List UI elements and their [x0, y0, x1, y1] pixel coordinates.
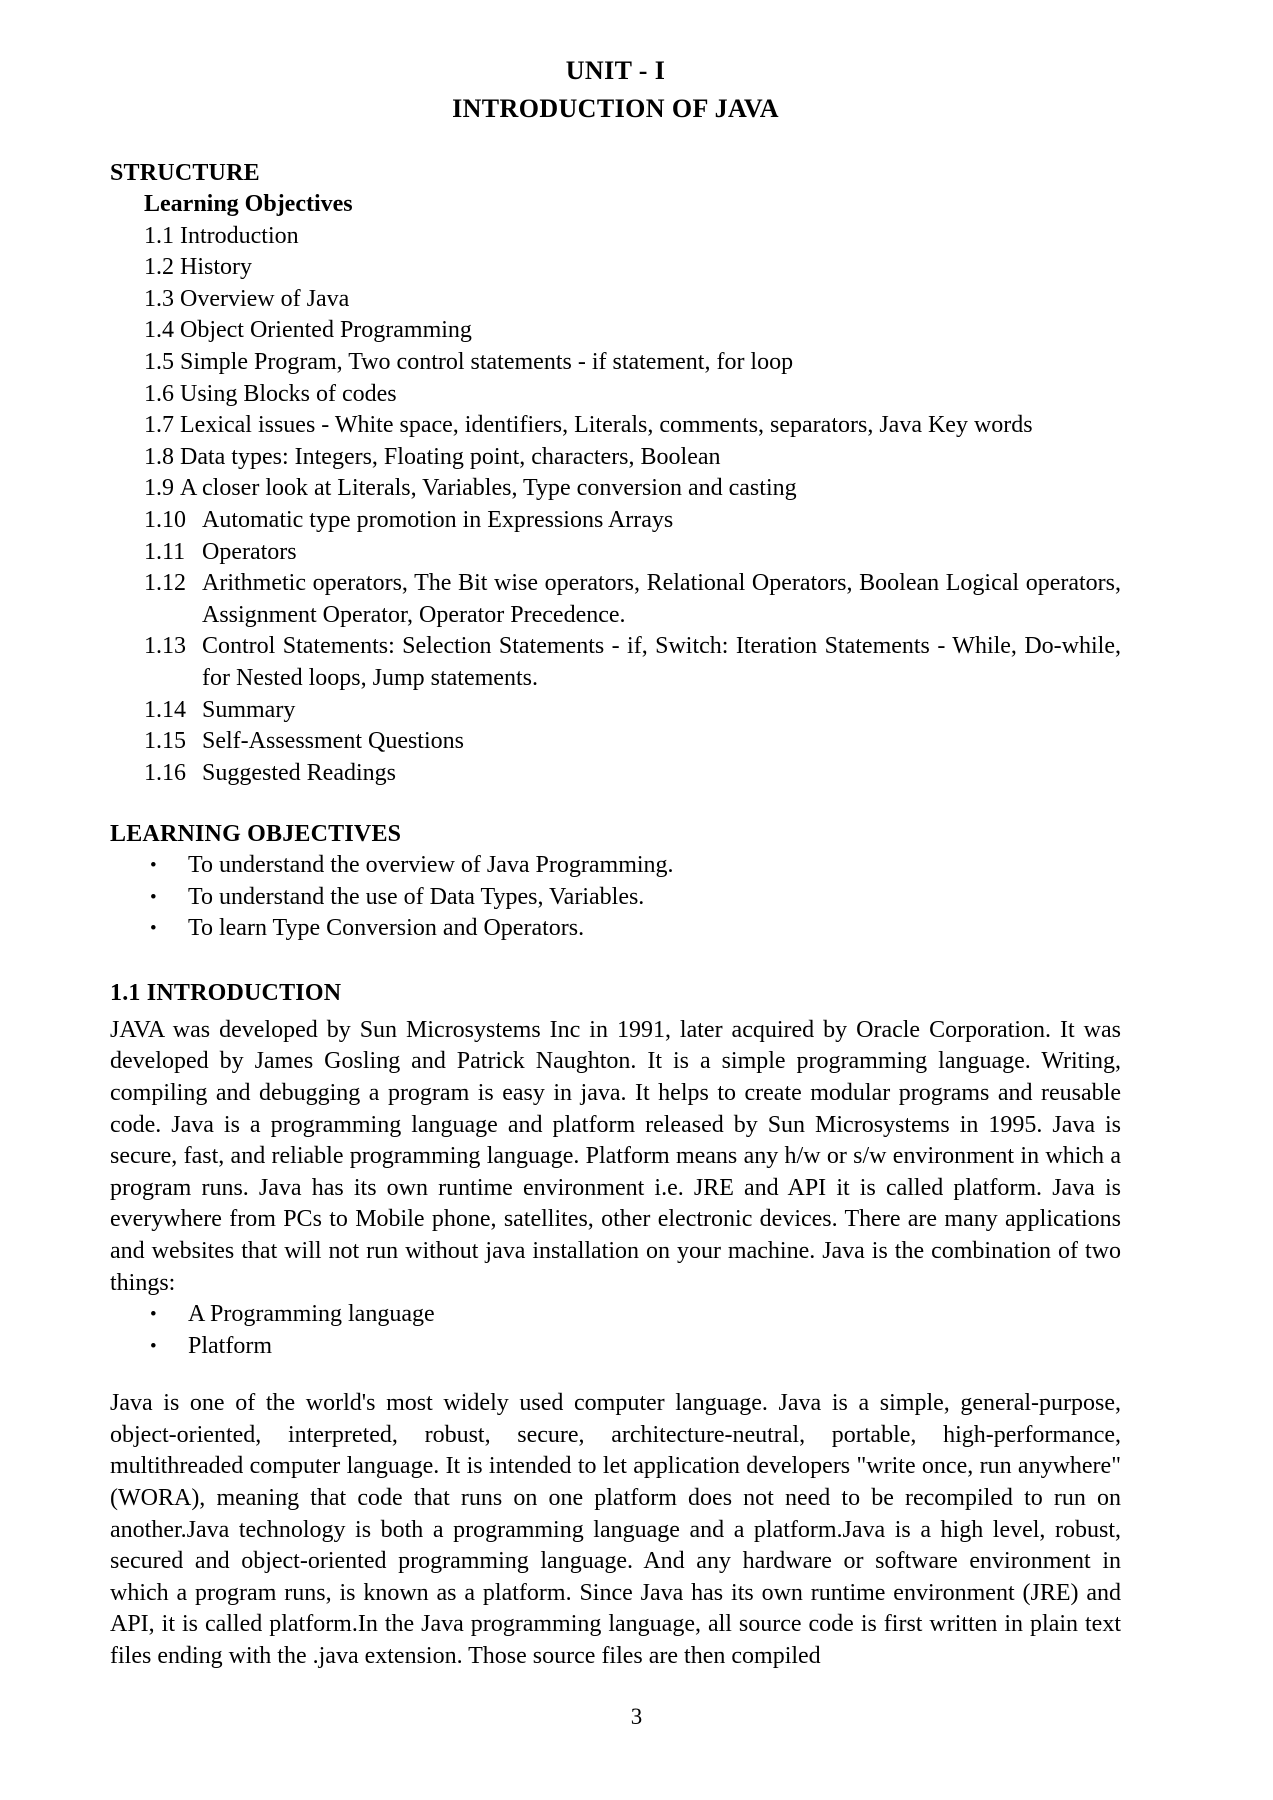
structure-item-number: 1.9 — [144, 475, 174, 502]
bullet-icon: • — [150, 886, 157, 908]
structure-item-label: History — [180, 254, 252, 281]
structure-item — [110, 473, 1121, 505]
structure-item-number: 1.14 — [144, 696, 186, 723]
introduction-paragraph-2: Java is one of the world's most widely used computer language. Java is a simple, general-purpose, object-oriented, interpreted, robust, secure, architecture-neutral, portable, high-performance, multithreaded computer language. It is intended to let application developers "write once, run anywhere" (WORA), meaning that code that runs on one platform does not need to be recompiled to run on another.Java technology is both a programming language and a platform.Java is a high level, robust, secured and object-oriented programming language. And any hardware or software environment in which a program runs, is known as a platform. Since Java has its own runtime environment (JRE) and API, it is called platform.In the Java programming language, all source code is first written in plain text files ending with the .java extension. Those source files are then compiled — [110, 1390, 1121, 1669]
chapter-title: INTRODUCTION OF JAVA — [452, 94, 779, 123]
structure-item — [110, 252, 1121, 284]
list-item-label: A Programming language — [188, 1301, 435, 1328]
list-item-label: To understand the overview of Java Programming. — [188, 852, 674, 879]
structure-item-number: 1.15 — [144, 728, 186, 755]
structure-item-number: 1.11 — [144, 538, 186, 565]
structure-item-number: 1.3 — [144, 285, 174, 312]
structure-item-label: Summary — [202, 696, 296, 723]
java-combination-list — [110, 1299, 1121, 1362]
structure-item — [110, 568, 1121, 631]
structure-item-label: Introduction — [180, 222, 299, 249]
structure-item-label: Lexical issues - White space, identifiers, Literals, comments, separators, Java Key words — [180, 412, 1033, 439]
structure-item-label: Automatic type promotion in Expressions Arrays — [202, 506, 674, 533]
bullet-icon: • — [150, 918, 157, 940]
learning-objectives-heading: LEARNING OBJECTIVES — [110, 821, 402, 848]
structure-item-label: A closer look at Literals, Variables, Type conversion and casting — [180, 475, 797, 502]
structure-item — [110, 410, 1121, 442]
bullet-icon: • — [150, 1335, 157, 1357]
structure-item-number: 1.13 — [144, 633, 186, 660]
list-item — [110, 882, 1121, 914]
list-item — [110, 850, 1121, 882]
structure-item-number: 1.2 — [144, 254, 174, 281]
structure-item-number: 1.12 — [144, 570, 186, 597]
structure-item — [110, 758, 1121, 790]
structure-item-label: Learning Objectives — [144, 191, 353, 217]
structure-item-number: 1.7 — [144, 412, 174, 439]
structure-item-number: 1.6 — [144, 380, 174, 407]
structure-item-label: Operators — [202, 538, 297, 565]
structure-item — [110, 695, 1121, 727]
structure-item-label: Self-Assessment Questions — [202, 728, 464, 755]
structure-item — [110, 442, 1121, 474]
bullet-icon: • — [150, 1304, 157, 1326]
structure-item — [110, 284, 1121, 316]
structure-item-number: 1.16 — [144, 759, 186, 786]
list-item — [110, 1331, 1121, 1363]
page-content — [110, 52, 1121, 1672]
list-item — [110, 1299, 1121, 1331]
structure-item-number: 1.1 — [144, 222, 174, 249]
structure-item-label: Overview of Java — [180, 285, 350, 312]
paragraph-spacer — [110, 1362, 1121, 1388]
structure-item-label: Object Oriented Programming — [180, 317, 472, 344]
structure-item — [110, 379, 1121, 411]
list-item-label: To understand the use of Data Types, Variables. — [188, 883, 645, 910]
structure-item — [110, 315, 1121, 347]
structure-item-label: Suggested Readings — [202, 759, 396, 786]
introduction-heading: 1.1 INTRODUCTION — [110, 979, 342, 1006]
bullet-icon: • — [150, 855, 157, 877]
introduction-paragraph-1: JAVA was developed by Sun Microsystems Inc in 1991, later acquired by Oracle Corporation. It was developed by James Gosling and Patrick Naughton. It is a simple programming language. Writing, compiling and debugging a program is easy in java. It helps to create modular programs and reusable code. Java is a programming language and platform released by Sun Microsystems in 1995. Java is secure, fast, and reliable programming language. Platform means any h/w or s/w environment in which a program runs. Java has its own runtime environment i.e. JRE and API it is called platform. Java is everywhere from PCs to Mobile phone, satellites, other electronic devices. There are many applications and websites that will not run without java installation on your machine. Java is the combination of two things: — [110, 1016, 1121, 1296]
structure-item-label: Arithmetic operators, The Bit wise operators, Relational Operators, Boolean Logical operators, Assignment Operator, Operator Precedence. — [202, 570, 1121, 628]
structure-item-number: 1.10 — [144, 506, 186, 533]
list-item — [110, 913, 1121, 945]
structure-item-label: Using Blocks of codes — [180, 380, 397, 407]
structure-item-label: Simple Program, Two control statements - if statement, for loop — [180, 348, 794, 375]
structure-item-number: 1.8 — [144, 443, 174, 470]
structure-list — [110, 189, 1121, 789]
structure-item-learning-objectives — [110, 189, 1121, 221]
structure-item-number: 1.4 — [144, 317, 174, 344]
list-item-label: Platform — [188, 1332, 272, 1359]
structure-item-label: Data types: Integers, Floating point, characters, Boolean — [180, 443, 721, 470]
structure-item-number: 1.5 — [144, 348, 174, 375]
structure-item — [110, 631, 1121, 694]
page-number: 3 — [630, 1704, 643, 1729]
structure-item — [110, 537, 1121, 569]
list-item-label: To learn Type Conversion and Operators. — [188, 915, 585, 942]
structure-item — [110, 726, 1121, 758]
structure-item-label: Control Statements: Selection Statements - if, Switch: Iteration Statements - While, Do-while, for Nested loops, Jump statements. — [202, 633, 1121, 691]
structure-item — [110, 505, 1121, 537]
unit-title: UNIT - I — [565, 56, 666, 85]
structure-heading: STRUCTURE — [110, 160, 260, 186]
learning-objectives-list — [110, 850, 1121, 945]
structure-item — [110, 347, 1121, 379]
structure-item — [110, 221, 1121, 253]
